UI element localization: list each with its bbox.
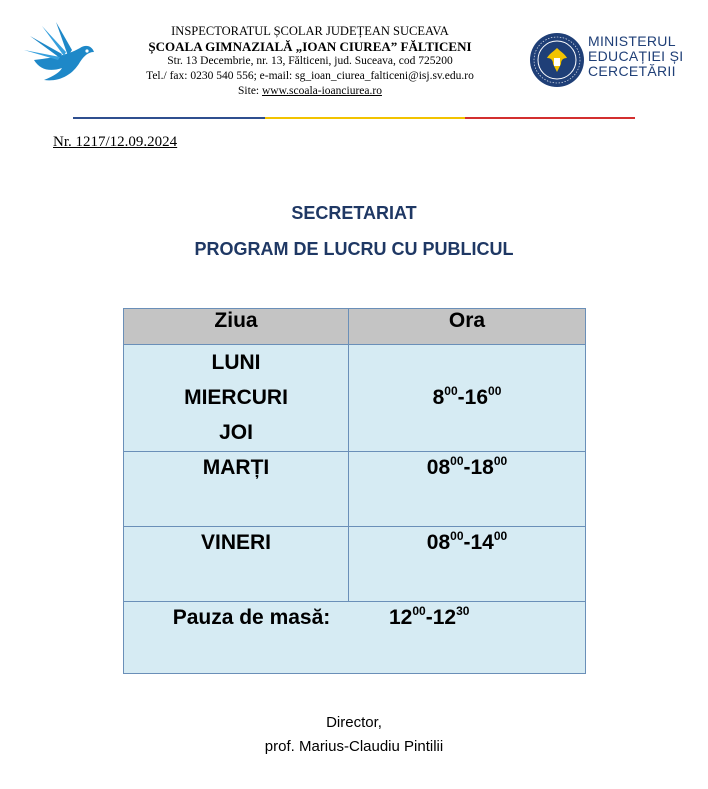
table-row — [124, 345, 586, 452]
table-row — [124, 452, 586, 527]
title-program: PROGRAM DE LUCRU CU PUBLICUL — [194, 239, 514, 259]
school-contact: Tel./ fax: 0230 540 556; e-mail: sg_ioan_ciurea_falticeni@isj.sv.edu.ro — [146, 70, 474, 82]
school-address: Str. 13 Decembrie, nr. 13, Fălticeni, jud. Suceava, cod 725200 — [167, 55, 453, 67]
days-cell: VINERI — [124, 527, 349, 602]
break-label: Pauza de masă: — [172, 606, 331, 629]
school-header — [110, 24, 510, 99]
table-header-row — [124, 309, 586, 345]
rule-blue — [73, 117, 265, 119]
government-seal-icon — [529, 32, 585, 88]
school-logo-bird-icon — [20, 16, 98, 94]
rule-red — [465, 117, 635, 119]
hours-cell: $08^{00}-18^{00}$ — [349, 452, 586, 527]
site-link[interactable]: www.scoala-ioanciurea.ro — [262, 85, 382, 97]
director-name: prof. Marius-Claudiu Pintilii — [264, 738, 444, 755]
break-hours: $12^{00}-12^{30}$ — [389, 604, 470, 629]
hours-cell: $8^{00}-16^{00}$ — [349, 345, 586, 452]
ministry-name: MINISTERUL EDUCAȚIEI ȘI CERCETĂRII — [588, 33, 684, 79]
school-name: ȘCOALA GIMNAZIALĂ „IOAN CIUREA” FĂLTICENI — [148, 39, 472, 54]
table-row — [124, 527, 586, 602]
title-secretariat: SECRETARIAT — [291, 203, 417, 223]
rule-yellow — [265, 117, 465, 119]
column-header-hours: Ora — [349, 309, 586, 345]
document-reference: Nr. 1217/12.09.2024 — [53, 134, 178, 150]
signature-block — [0, 711, 708, 759]
table-row-break — [124, 602, 586, 674]
days-cell: LUNI MIERCURI JOI — [124, 345, 349, 452]
schedule-table — [123, 308, 586, 674]
school-site — [110, 84, 510, 99]
break-cell — [124, 602, 586, 674]
hours-cell: $08^{00}-14^{00}$ — [349, 527, 586, 602]
inspectorate-name: INSPECTORATUL ȘCOLAR JUDEȚEAN SUCEAVA — [171, 24, 449, 38]
site-label: Site: — [238, 85, 260, 97]
days-cell: MARȚI — [124, 452, 349, 527]
column-header-day: Ziua — [124, 309, 349, 345]
director-role: Director, — [326, 714, 382, 731]
